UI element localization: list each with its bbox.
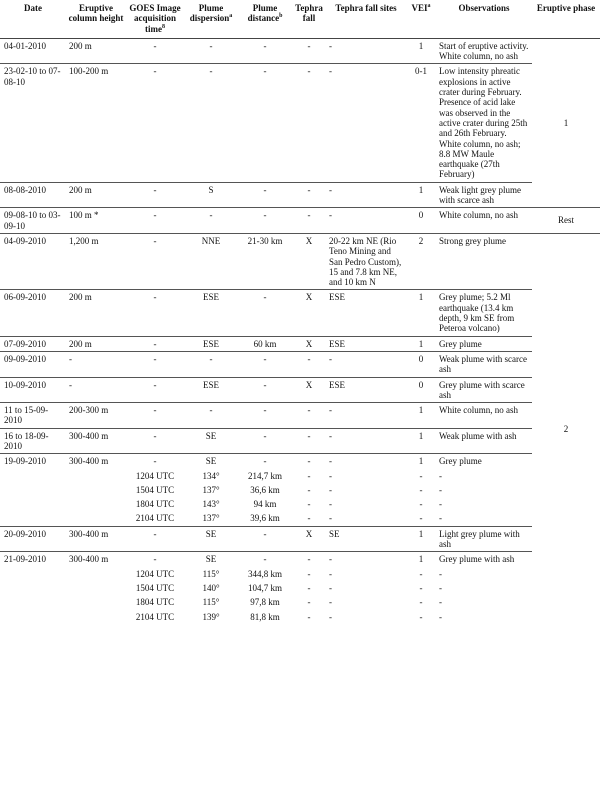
cell-date: 23-02-10 to 07-08-10: [0, 64, 66, 182]
cell-observations: -: [439, 582, 442, 593]
table-row: [0, 595, 600, 609]
cell-dispersion: -: [184, 403, 238, 429]
table-row: [0, 336, 600, 351]
cell-tephra-sites: -: [329, 484, 332, 495]
table-row: [0, 233, 600, 289]
cell-observations: Start of eruptive activity. White column, no ash: [436, 38, 532, 64]
cell-tephra-sites: ESE: [326, 290, 406, 336]
cell-tephra-fall: -: [292, 552, 326, 567]
cell-height: 200 m: [66, 182, 126, 208]
cell-distance: -: [238, 454, 292, 469]
cell-observations: Grey plume with ash: [436, 552, 532, 567]
cell-phase: 1: [532, 38, 600, 207]
cell-height: -: [66, 351, 126, 377]
cell-tephra-fall: -: [292, 182, 326, 208]
cell-height: [66, 595, 126, 609]
table-row: [0, 526, 600, 552]
cell-tephra-fall: X: [292, 526, 326, 552]
cell-observations: Strong grey plume: [436, 233, 532, 289]
cell-dispersion: -: [184, 38, 238, 64]
cell-vei: -: [419, 568, 423, 579]
cell-tephra-fall: -: [292, 208, 326, 234]
cell-tephra-fall: X: [292, 377, 326, 403]
cell-vei: 1: [406, 526, 436, 552]
cell-height: [66, 567, 126, 581]
cell-dispersion: 139°: [202, 611, 220, 622]
cell-vei: -: [419, 499, 423, 510]
header-phase: Eruptive phase: [532, 0, 600, 38]
header-goes: GOES Image acquisition time$^8$: [126, 0, 184, 38]
cell-goes: -: [126, 403, 184, 429]
cell-distance: -: [238, 290, 292, 336]
cell-dispersion: 140°: [202, 582, 220, 593]
cell-tephra-fall: -: [292, 403, 326, 429]
cell-vei: 2: [406, 233, 436, 289]
cell-tephra-sites: -: [326, 428, 406, 454]
cell-goes: -: [126, 454, 184, 469]
table-row: [0, 454, 600, 469]
cell-tephra-sites: 20-22 km NE (Rio Teno Mining and San Pedro Custom), 15 and 7.8 km NE, and 10 km N: [326, 233, 406, 289]
cell-distance: 214,7 km: [247, 470, 282, 481]
cell-date: 07-09-2010: [0, 336, 66, 351]
cell-date: 04-01-2010: [0, 38, 66, 64]
cell-vei: -: [419, 597, 423, 608]
cell-goes: -: [126, 182, 184, 208]
cell-observations: White column, no ash: [436, 403, 532, 429]
cell-tephra-fall: -: [307, 568, 311, 579]
cell-height: 300-400 m: [66, 454, 126, 469]
cell-goes: -: [126, 526, 184, 552]
table-row: [0, 64, 600, 182]
cell-vei: 1: [406, 336, 436, 351]
cell-goes: -: [126, 233, 184, 289]
cell-date: 09-08-10 to 03-09-10: [0, 208, 66, 234]
cell-dispersion: 115°: [202, 597, 220, 608]
cell-vei: 0-1: [406, 64, 436, 182]
table-row: [0, 290, 600, 336]
cell-observations: White column, no ash: [436, 208, 532, 234]
cell-tephra-sites: -: [326, 208, 406, 234]
cell-vei: -: [419, 484, 423, 495]
cell-distance: 94 km: [253, 499, 277, 510]
cell-distance: -: [238, 64, 292, 182]
cell-distance: -: [238, 428, 292, 454]
cell-date: 10-09-2010: [0, 377, 66, 403]
cell-tephra-fall: X: [292, 336, 326, 351]
cell-dispersion: SE: [184, 552, 238, 567]
cell-observations: -: [439, 568, 442, 579]
table-row: [0, 511, 600, 526]
cell-tephra-fall: -: [292, 64, 326, 182]
cell-height: 300-400 m: [66, 552, 126, 567]
cell-date: 09-09-2010: [0, 351, 66, 377]
cell-tephra-sites: -: [329, 597, 332, 608]
cell-observations: -: [439, 470, 442, 481]
cell-distance: 36,6 km: [250, 484, 280, 495]
cell-goes: 1804 UTC: [135, 597, 175, 608]
cell-tephra-sites: ESE: [326, 377, 406, 403]
cell-vei: -: [419, 611, 423, 622]
cell-height: [66, 483, 126, 497]
cell-goes: 1204 UTC: [135, 470, 175, 481]
cell-date: 06-09-2010: [0, 290, 66, 336]
cell-tephra-sites: -: [329, 582, 332, 593]
cell-distance: -: [238, 182, 292, 208]
cell-tephra-sites: -: [326, 351, 406, 377]
cell-dispersion: 137°: [202, 513, 220, 524]
cell-dispersion: SE: [184, 526, 238, 552]
header-observations: Observations: [436, 0, 532, 38]
cell-observations: Weak plume with ash: [436, 428, 532, 454]
header-row: [0, 0, 600, 38]
cell-tephra-fall: -: [292, 38, 326, 64]
cell-height: -: [66, 377, 126, 403]
cell-observations: Low intensity phreatic explosions in active crater during February. Presence of acid lake was observed in the active crater during 25th and 26th February. White column, no ash; 8.8 MW Maule earthquake (27th February): [436, 64, 532, 182]
cell-vei: 1: [406, 552, 436, 567]
cell-goes: 1204 UTC: [135, 568, 175, 579]
cell-height: [66, 469, 126, 483]
cell-vei: -: [419, 470, 423, 481]
cell-date: [0, 469, 66, 483]
cell-distance: 60 km: [238, 336, 292, 351]
cell-tephra-sites: -: [326, 552, 406, 567]
cell-phase: Rest: [532, 208, 600, 234]
cell-observations: Grey plume: [436, 336, 532, 351]
header-distance: Plume distance$^b$: [238, 0, 292, 38]
cell-height: 200 m: [66, 38, 126, 64]
table-row: [0, 182, 600, 208]
cell-goes: -: [126, 38, 184, 64]
cell-dispersion: S: [184, 182, 238, 208]
cell-goes: 2104 UTC: [135, 611, 175, 622]
cell-vei: -: [419, 582, 423, 593]
table-row: [0, 351, 600, 377]
cell-tephra-fall: -: [292, 351, 326, 377]
cell-tephra-sites: -: [326, 182, 406, 208]
cell-vei: 0: [406, 377, 436, 403]
cell-tephra-fall: -: [307, 484, 311, 495]
cell-goes: -: [126, 336, 184, 351]
cell-date: 19-09-2010: [0, 454, 66, 469]
header-date: Date: [0, 0, 66, 38]
cell-goes: -: [126, 208, 184, 234]
cell-distance: -: [238, 403, 292, 429]
cell-tephra-sites: SE: [326, 526, 406, 552]
cell-tephra-sites: -: [326, 454, 406, 469]
cell-distance: 104,7 km: [247, 582, 282, 593]
cell-vei: 1: [406, 403, 436, 429]
cell-date: [0, 483, 66, 497]
cell-vei: 0: [406, 351, 436, 377]
cell-tephra-fall: -: [307, 513, 311, 524]
cell-tephra-fall: X: [292, 233, 326, 289]
cell-observations: Light grey plume with ash: [436, 526, 532, 552]
cell-date: 08-08-2010: [0, 182, 66, 208]
cell-vei: -: [419, 513, 423, 524]
header-dispersion: Plume dispersion$^a$: [184, 0, 238, 38]
cell-date: [0, 610, 66, 624]
cell-dispersion: 115°: [202, 568, 220, 579]
cell-dispersion: SE: [184, 454, 238, 469]
cell-goes: -: [126, 64, 184, 182]
cell-tephra-fall: -: [292, 454, 326, 469]
cell-dispersion: NNE: [184, 233, 238, 289]
cell-observations: Weak plume with scarce ash: [436, 351, 532, 377]
cell-date: 21-09-2010: [0, 552, 66, 567]
cell-goes: -: [126, 552, 184, 567]
cell-goes: 1804 UTC: [135, 499, 175, 510]
table-row: [0, 610, 600, 624]
cell-distance: -: [238, 351, 292, 377]
cell-date: [0, 497, 66, 511]
cell-tephra-fall: -: [307, 499, 311, 510]
cell-date: 16 to 18-09-2010: [0, 428, 66, 454]
cell-distance: -: [238, 377, 292, 403]
cell-distance: 97,8 km: [250, 597, 280, 608]
cell-height: 100-200 m: [66, 64, 126, 182]
cell-observations: -: [439, 499, 442, 510]
table-row: [0, 403, 600, 429]
cell-goes: -: [126, 290, 184, 336]
cell-observations: Grey plume with scarce ash: [436, 377, 532, 403]
cell-date: 04-09-2010: [0, 233, 66, 289]
cell-height: [66, 581, 126, 595]
table-row: [0, 469, 600, 483]
cell-tephra-sites: -: [329, 513, 332, 524]
cell-vei: 1: [406, 290, 436, 336]
cell-date: [0, 581, 66, 595]
cell-height: 200-300 m: [66, 403, 126, 429]
cell-tephra-fall: -: [307, 597, 311, 608]
cell-dispersion: -: [184, 351, 238, 377]
cell-distance: 81,8 km: [250, 611, 280, 622]
cell-goes: -: [126, 377, 184, 403]
cell-goes: -: [126, 351, 184, 377]
cell-date: [0, 567, 66, 581]
cell-phase: 2: [532, 233, 600, 623]
cell-date: [0, 595, 66, 609]
cell-vei: 0: [406, 208, 436, 234]
cell-height: [66, 610, 126, 624]
header-height: Eruptive column height: [66, 0, 126, 38]
cell-date: [0, 511, 66, 526]
table-row: [0, 497, 600, 511]
cell-vei: 1: [406, 454, 436, 469]
cell-tephra-sites: -: [329, 611, 332, 622]
cell-height: 200 m: [66, 336, 126, 351]
cell-observations: Weak light grey plume with scarce ash: [436, 182, 532, 208]
cell-observations: Grey plume: [436, 454, 532, 469]
header-vei: VEI$^a$: [406, 0, 436, 38]
cell-dispersion: ESE: [184, 377, 238, 403]
cell-tephra-sites: -: [326, 64, 406, 182]
cell-dispersion: -: [184, 208, 238, 234]
cell-goes: 1504 UTC: [135, 484, 175, 495]
cell-tephra-sites: ESE: [326, 336, 406, 351]
cell-dispersion: 143°: [202, 499, 220, 510]
table-row: [0, 428, 600, 454]
cell-observations: Grey plume; 5.2 Ml earthquake (13.4 km depth, 9 km SE from Peteroa volcano): [436, 290, 532, 336]
header-tephra-fall: Tephra fall: [292, 0, 326, 38]
cell-observations: -: [439, 513, 442, 524]
cell-dispersion: SE: [184, 428, 238, 454]
cell-tephra-fall: -: [292, 428, 326, 454]
cell-date: 20-09-2010: [0, 526, 66, 552]
cell-height: 100 m *: [66, 208, 126, 234]
cell-vei: 1: [406, 182, 436, 208]
cell-distance: -: [238, 208, 292, 234]
cell-dispersion: ESE: [184, 290, 238, 336]
cell-vei: 1: [406, 38, 436, 64]
cell-vei: 1: [406, 428, 436, 454]
cell-goes: -: [126, 428, 184, 454]
cell-tephra-sites: -: [329, 499, 332, 510]
cell-tephra-fall: X: [292, 290, 326, 336]
cell-distance: 344,8 km: [247, 568, 282, 579]
cell-height: 200 m: [66, 290, 126, 336]
cell-distance: -: [238, 38, 292, 64]
table-body: [0, 38, 600, 623]
cell-distance: -: [238, 526, 292, 552]
cell-height: 300-400 m: [66, 526, 126, 552]
table-row: [0, 581, 600, 595]
cell-tephra-sites: -: [326, 38, 406, 64]
cell-dispersion: 137°: [202, 484, 220, 495]
cell-observations: -: [439, 611, 442, 622]
cell-dispersion: ESE: [184, 336, 238, 351]
table-row: [0, 208, 600, 234]
cell-goes: 1504 UTC: [135, 582, 175, 593]
cell-date: 11 to 15-09-2010: [0, 403, 66, 429]
cell-observations: -: [439, 597, 442, 608]
header-tephra-sites: Tephra fall sites: [326, 0, 406, 38]
table-row: [0, 483, 600, 497]
table-row: [0, 552, 600, 567]
cell-height: 300-400 m: [66, 428, 126, 454]
cell-tephra-sites: -: [329, 568, 332, 579]
cell-distance: 21-30 km: [238, 233, 292, 289]
cell-distance: 39,6 km: [250, 513, 280, 524]
cell-dispersion: 134°: [202, 470, 220, 481]
cell-height: [66, 497, 126, 511]
cell-tephra-fall: -: [307, 582, 311, 593]
table-row: [0, 38, 600, 64]
cell-tephra-fall: -: [307, 470, 311, 481]
cell-observations: -: [439, 484, 442, 495]
cell-height: 1,200 m: [66, 233, 126, 289]
cell-tephra-sites: -: [326, 403, 406, 429]
cell-dispersion: -: [184, 64, 238, 182]
table-row: [0, 377, 600, 403]
table-row: [0, 567, 600, 581]
cell-goes: 2104 UTC: [135, 513, 175, 524]
cell-tephra-fall: -: [307, 611, 311, 622]
cell-tephra-sites: -: [329, 470, 332, 481]
cell-height: [66, 511, 126, 526]
cell-distance: -: [238, 552, 292, 567]
